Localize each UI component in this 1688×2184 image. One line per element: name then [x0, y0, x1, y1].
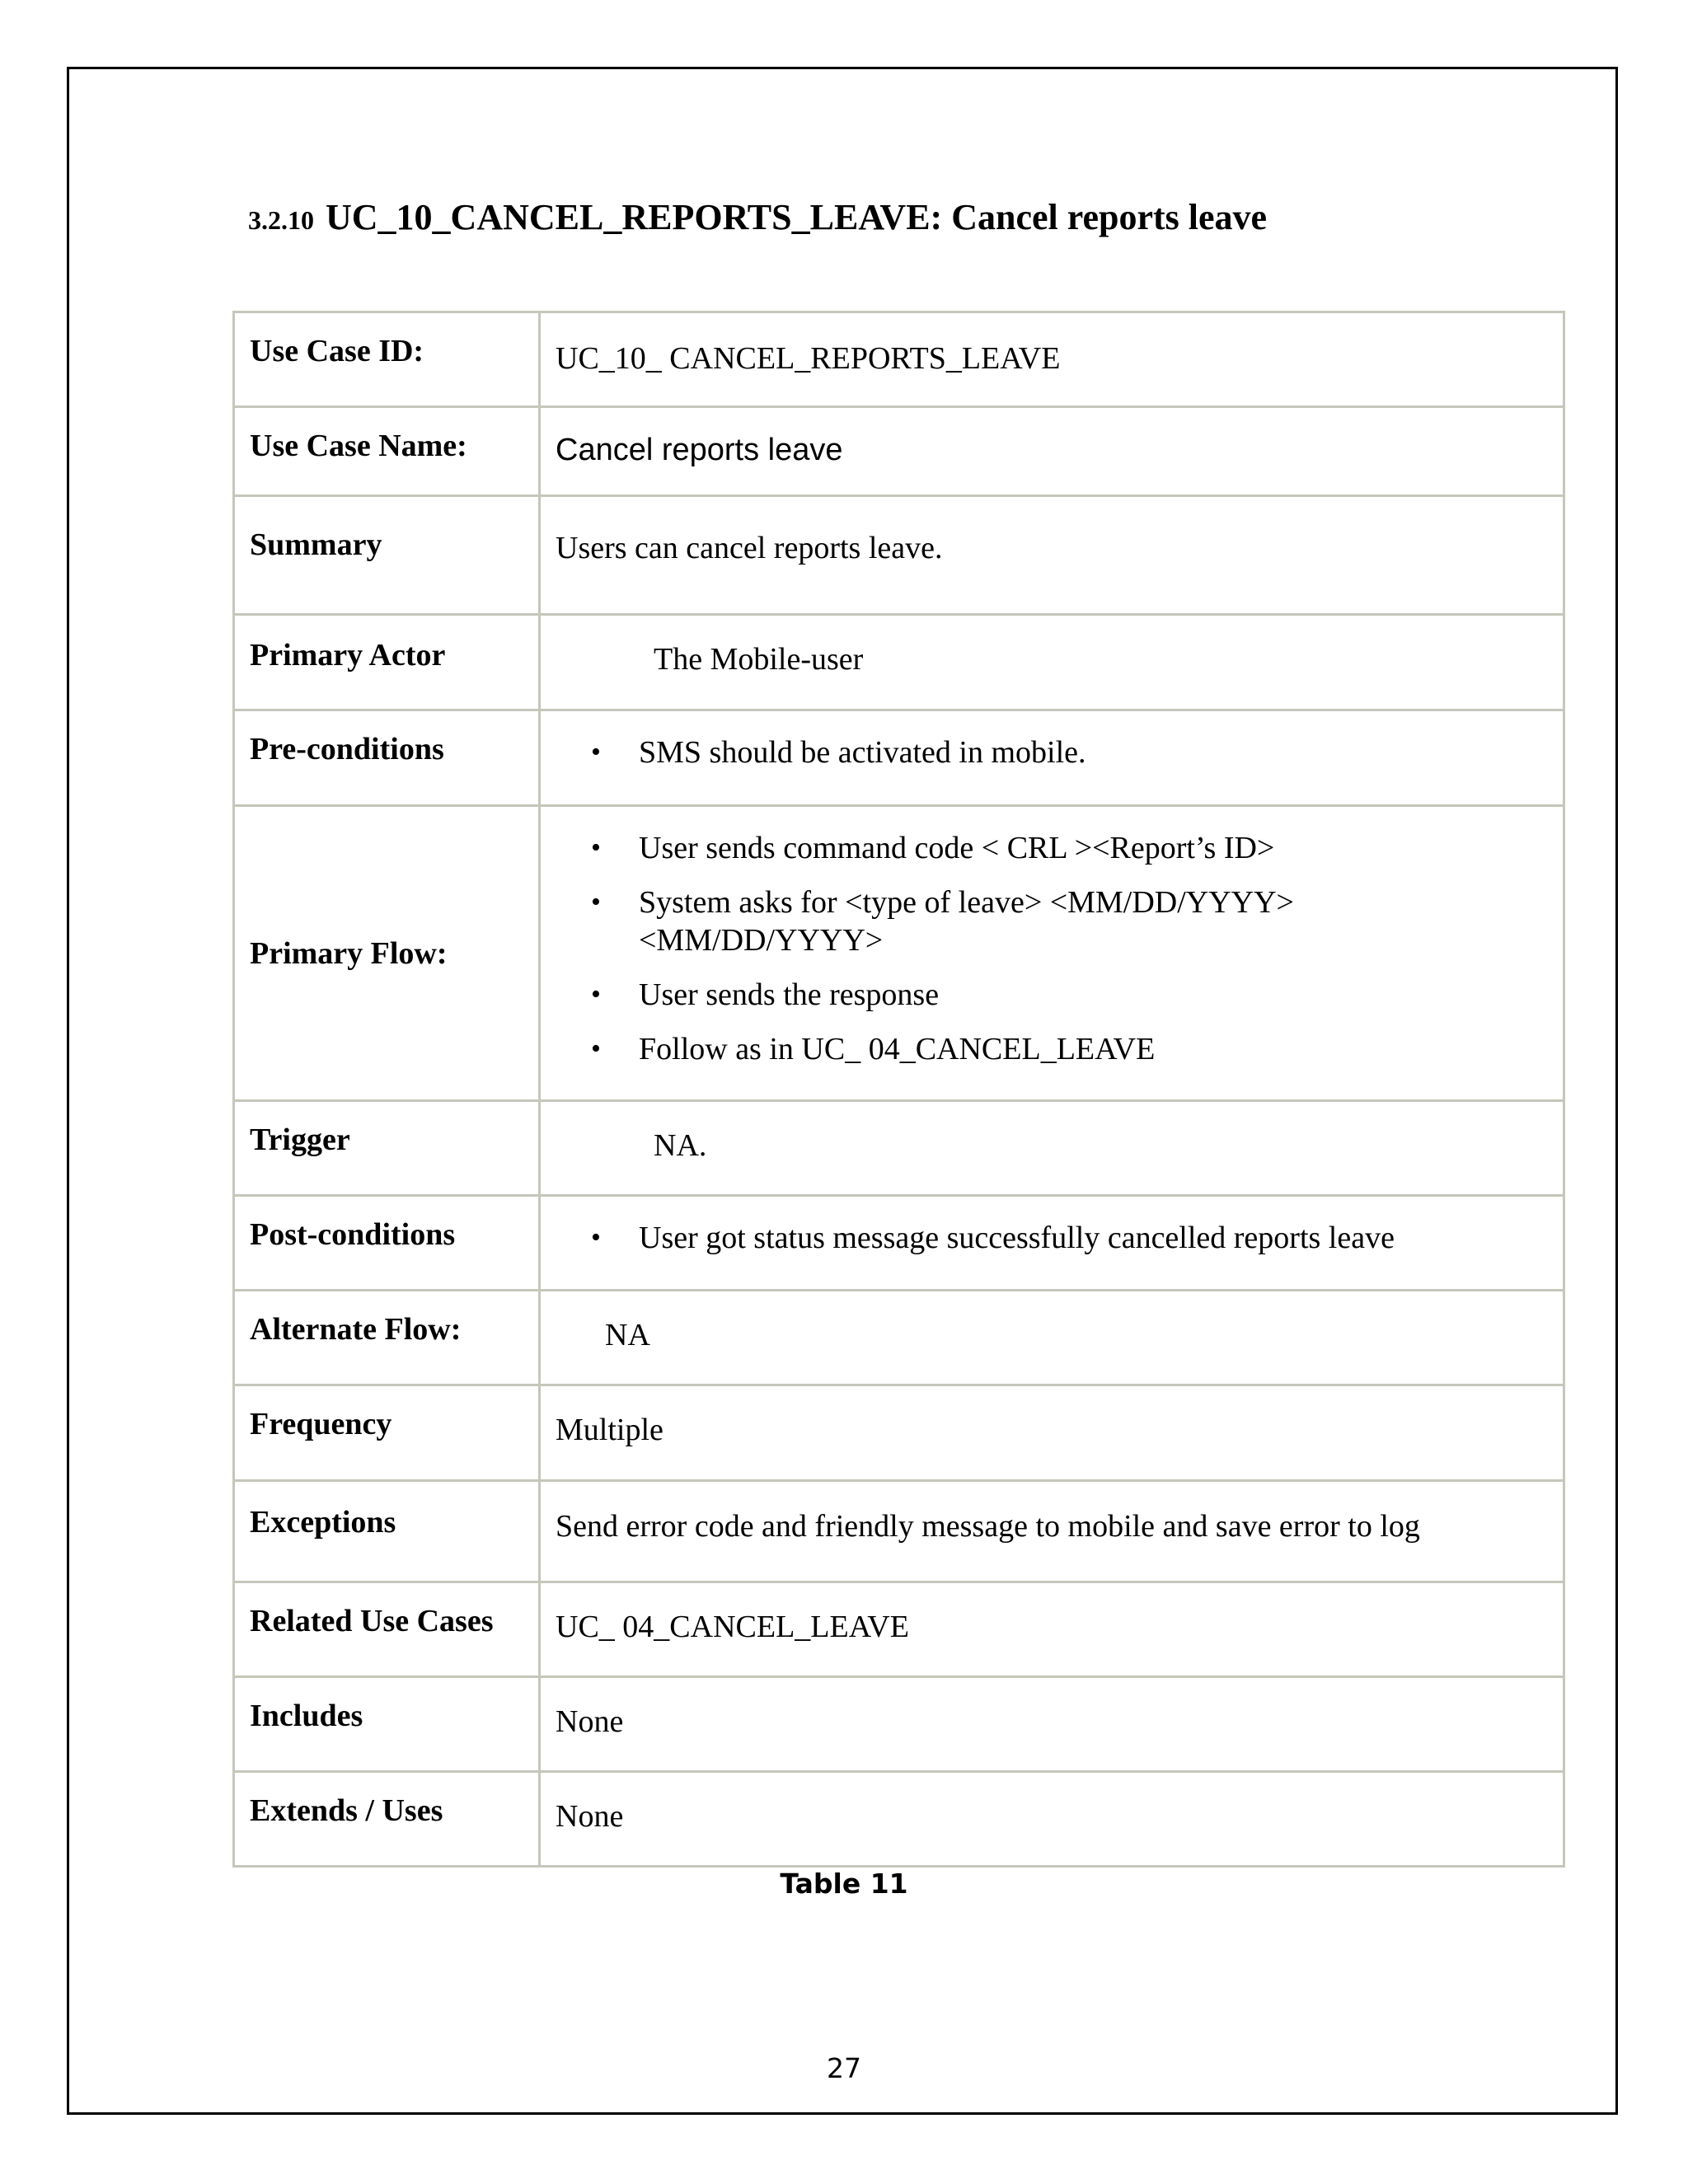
primary-flow-list	[541, 829, 1563, 1068]
table-row	[234, 1677, 1564, 1772]
alternate-flow-label: Alternate Flow:	[234, 1291, 540, 1385]
pre-conditions-list	[541, 733, 1563, 771]
frequency-value: Multiple	[540, 1385, 1564, 1481]
post-conditions-label: Post-conditions	[234, 1196, 540, 1291]
table-row	[234, 806, 1564, 1101]
table-row	[234, 1196, 1564, 1291]
list-item: • System asks for <type of leave> <MM/DD/YYYY> <MM/DD/YYYY>	[541, 883, 1563, 959]
post-conditions-list	[541, 1219, 1563, 1257]
list-item: • User sends command code < CRL ><Report’s ID>	[541, 829, 1563, 867]
use-case-name-value: Cancel reports leave	[540, 407, 1564, 496]
pre-conditions-label: Pre-conditions	[234, 710, 540, 806]
pre-conditions-value	[540, 710, 1564, 806]
exceptions-label: Exceptions	[234, 1481, 540, 1582]
table-row	[234, 710, 1564, 806]
table-row	[234, 1481, 1564, 1582]
list-item: • User sends the response	[541, 976, 1563, 1014]
section-heading	[248, 196, 1267, 238]
use-case-id-value	[540, 312, 1564, 407]
related-use-cases-value: UC_ 04_CANCEL_LEAVE	[540, 1582, 1564, 1677]
list-item: • Follow as in UC_ 04_CANCEL_LEAVE	[541, 1030, 1563, 1068]
table-row	[234, 312, 1564, 407]
frequency-label: Frequency	[234, 1385, 540, 1481]
trigger-value: NA.	[540, 1101, 1564, 1196]
use-case-name-label: Use Case Name:	[234, 407, 540, 496]
primary-flow-value	[540, 806, 1564, 1101]
post-conditions-value	[540, 1196, 1564, 1291]
includes-value: None	[540, 1677, 1564, 1772]
related-use-cases-label: Related Use Cases	[234, 1582, 540, 1677]
section-title: UC_10_CANCEL_REPORTS_LEAVE: Cancel reports leave	[326, 197, 1268, 237]
page-number: 27	[827, 2052, 861, 2084]
table-row	[234, 1772, 1564, 1867]
exceptions-value: Send error code and friendly message to mobile and save error to log	[540, 1481, 1564, 1582]
list-item: • SMS should be activated in mobile.	[541, 733, 1563, 771]
table-row	[234, 407, 1564, 496]
trigger-label: Trigger	[234, 1101, 540, 1196]
use-case-id-text: UC_10_ CANCEL_REPORTS_LEAVE	[556, 341, 1061, 376]
use-case-table	[232, 311, 1565, 1868]
table-row	[234, 1291, 1564, 1385]
list-item: • User got status message successfully cancelled reports leave	[541, 1219, 1563, 1257]
summary-value: Users can cancel reports leave.	[540, 496, 1564, 615]
primary-actor-value: The Mobile-user	[540, 615, 1564, 710]
table-row	[234, 1101, 1564, 1196]
includes-label: Includes	[234, 1677, 540, 1772]
summary-label: Summary	[234, 496, 540, 615]
table-row	[234, 496, 1564, 615]
alternate-flow-value: NA	[540, 1291, 1564, 1385]
table-row	[234, 1385, 1564, 1481]
primary-actor-label: Primary Actor	[234, 615, 540, 710]
primary-flow-label: Primary Flow:	[234, 806, 540, 1101]
extends-uses-value: None	[540, 1772, 1564, 1867]
table-row	[234, 615, 1564, 710]
table-row	[234, 1582, 1564, 1677]
table-caption: Table 11	[780, 1868, 908, 1900]
section-number: 3.2.10	[248, 205, 314, 235]
use-case-id-label: Use Case ID:	[234, 312, 540, 407]
extends-uses-label: Extends / Uses	[234, 1772, 540, 1867]
